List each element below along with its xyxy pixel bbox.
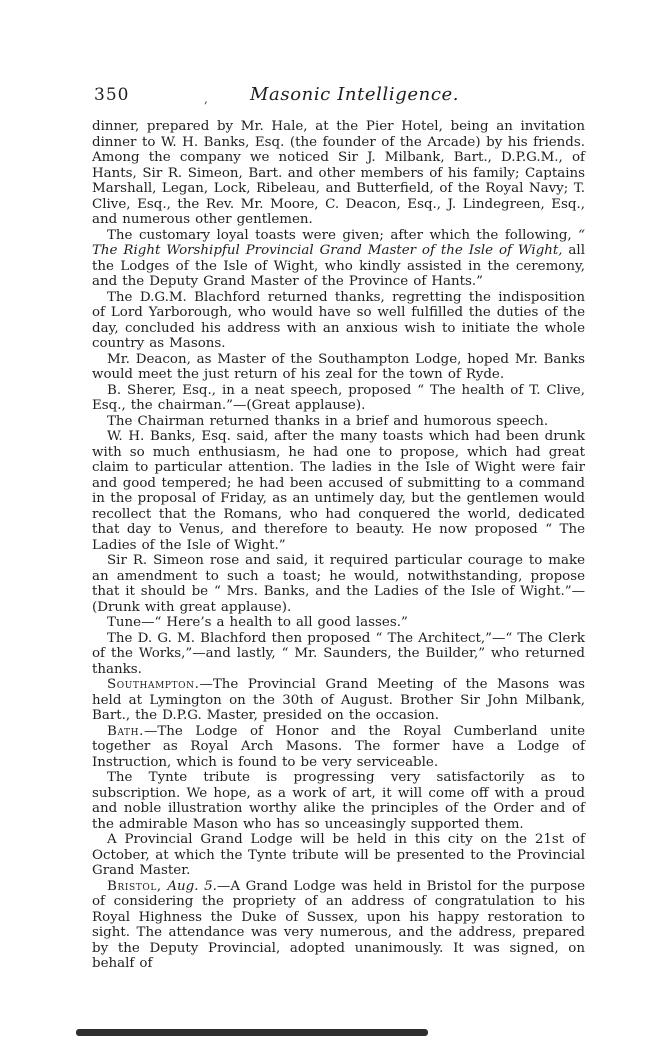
paragraph: Mr. Deacon, as Master of the Southampton Lodge, hoped Mr. Banks would meet the just return of his zeal for the town of Ryde. bbox=[92, 351, 585, 382]
paragraph: The Chairman returned thanks in a brief and humorous speech. bbox=[107, 413, 549, 429]
paragraph: The Tynte tribute is progressing very satisfactorily as to subscription. We hope, as a work of art, it will come off with a proud and noble illustration worthy alike the principles of the Order and of the admirable Mason who has so unceasingly supported them. bbox=[92, 770, 585, 832]
paragraph: A Provincial Grand Lodge will be held in this city on the 21st of October, at which the Tynte tribute will be presented to the Provincial Grand Master. bbox=[92, 832, 585, 878]
paragraph: Sir R. Simeon rose and said, it required particular courage to make an amendment to such a toast; he would, notwithstanding, propose that it should be “ Mrs. Banks, and the Ladies of the Isle of Wight.”—(Drunk with great applause). bbox=[92, 553, 585, 615]
paragraph: dinner, prepared by Mr. Hale, at the Pier Hotel, being an invitation dinner to W. H. Banks, Esq. (the founder of the Arcade) by his friends. Among the company we noticed Sir J. Milbank, Bart., D.P.G.M., of Hants, Sir R. Simeon, Bart. and other members of his family; Captains Marshall, Legan, Lock, Ribeleau, and Butterfield, of the Royal Navy; T. Clive, Esq., the Rev. Mr. Moore, C. Deacon, Esq., J. Lindegreen, Esq., and numerous other gentlemen. bbox=[92, 119, 585, 227]
running-header bbox=[92, 84, 585, 108]
smallcaps-place-name: Bristol, bbox=[107, 878, 162, 894]
page-title: Masonic Intelligence. bbox=[250, 84, 460, 105]
page-body-text bbox=[92, 119, 585, 972]
paragraph: B. Sherer, Esq., in a neat speech, proposed “ The health of T. Clive, Esq., the chairman.”—(Great applause). bbox=[92, 382, 585, 413]
italic-date: Aug. 5. bbox=[161, 878, 217, 894]
smallcaps-place-name: Southampton. bbox=[107, 677, 200, 692]
paragraph-bath: Bath.—The Lodge of Honor and the Royal Cumberland unite together as Royal Arch Masons. The former have a Lodge of Instruction, which is found to be very serviceable. bbox=[92, 723, 585, 770]
paragraph: Tune—“ Here’s a health to all good lasses.” bbox=[107, 615, 408, 630]
paragraph: The customary loyal toasts were given; after which the following, “ The Right Worshipful Provincial Grand Master of the Isle of Wight, all the Lodges of the Isle of Wight, who kindly assisted in the ceremony, and the Deputy Grand Master of the Province of Hants.” bbox=[92, 227, 585, 289]
paragraph: W. H. Banks, Esq. said, after the many toasts which had been drunk with so much enthusiasm, he had one to propose, which had great claim to particular attention. The ladies in the Isle of Wight were fair and good tempered; he had been accused of submitting to a command in the proposal of Friday, as an untimely day, but the gentlemen would recollect that the Romans, who had conquered the world, dedicated that day to Venus, and therefore to beauty. He now proposed “ The Ladies of the Isle of Wight.” bbox=[92, 429, 585, 553]
paragraph-bristol: Bristol, Aug. 5.—A Grand Lodge was held in Bristol for the purpose of considering the propriety of an address of congratulation to his Royal Highness the Duke of Sussex, upon his happy restoration to sight. The attendance was very numerous, and the address, prepared by the Deputy Provincial, adopted unanimously. It was signed, on behalf of bbox=[92, 878, 586, 971]
italic-toast-title: “ The Right Worshipful Provincial Grand Master of the Isle of Wight, bbox=[92, 227, 585, 258]
paragraph: The D. G. M. Blachford then proposed “ The Architect,”—“ The Clerk of the Works,”—and lastly, “ Mr. Saunders, the Builder,” who returned thanks. bbox=[92, 630, 585, 677]
paragraph: The D.G.M. Blachford returned thanks, regretting the indisposition of Lord Yarborough, who would have so well fulfilled the duties of the day, concluded his address with an anxious wish to initiate the whole country as Masons. bbox=[92, 289, 585, 351]
page-number: 350 bbox=[94, 85, 130, 105]
ink-speck: , bbox=[204, 92, 208, 106]
paragraph-southampton: Southampton.—The Provincial Grand Meeting of the Masons was held at Lymington on the 30th of August. Brother Sir John Milbank, Bart., the D.P.G. Master, presided on the occasion. bbox=[92, 677, 585, 723]
scan-artifact-bar bbox=[76, 1029, 428, 1036]
smallcaps-place-name: Bath. bbox=[107, 723, 144, 739]
